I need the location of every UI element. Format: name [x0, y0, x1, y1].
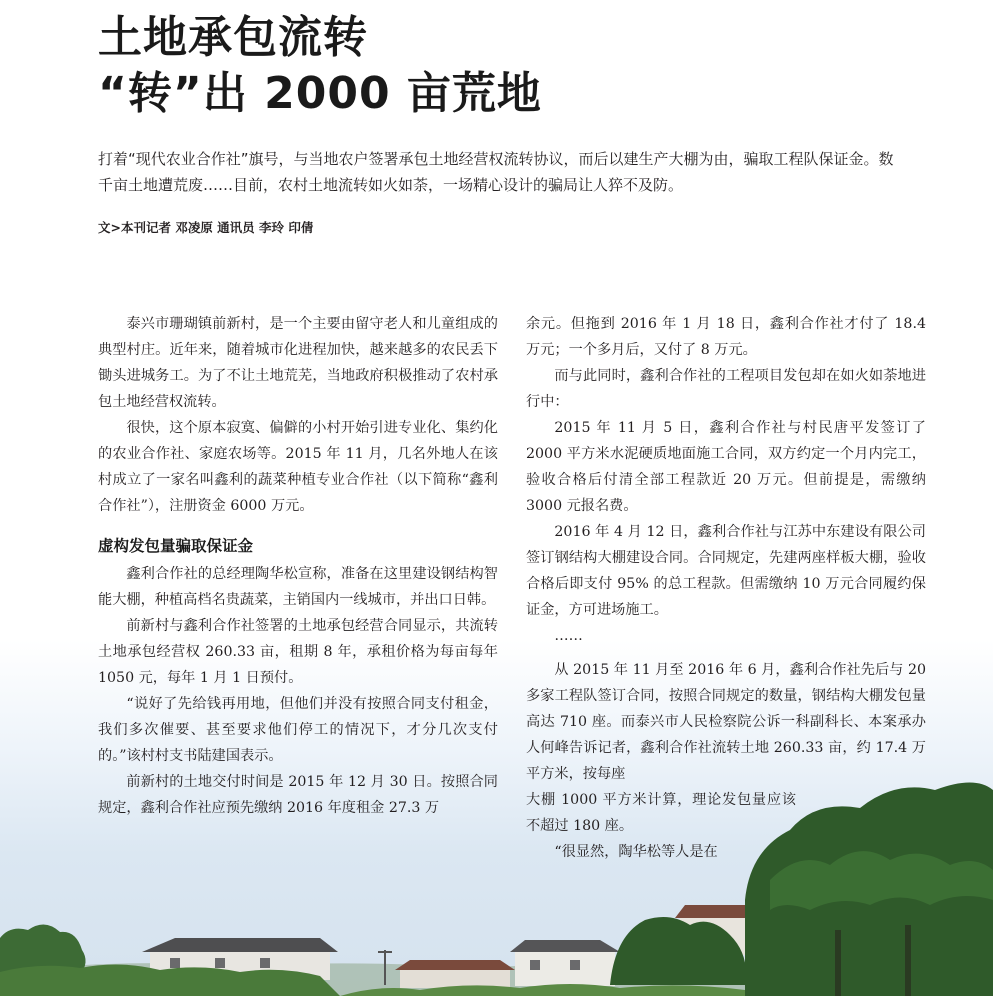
house-right: [510, 940, 620, 986]
left-paragraph-2: 很快，这个原本寂寞、偏僻的小村开始引进专业化、集约化的农业合作社、家庭农场等。2015 年 11 月，几名外地人在该村成立了一家名叫鑫利的蔬菜种植专业合作社（以下简称“鑫利合作社”），注册资金 6000 万元。: [98, 420, 498, 514]
left-paragraph-3: 鑫利合作社的总经理陶华松宣称，准备在这里建设钢结构智能大棚，种植高档名贵蔬菜，主销国内一线城市，并出口日韩。: [98, 566, 498, 608]
lead-paragraph: 打着“现代农业合作社”旗号，与当地农户签署承包土地经营权流转协议，而后以建生产大棚为由，骗取工程队保证金。数千亩土地遭荒废……目前，农村土地流转如火如荼，一场精心设计的骗局让人猝不及防。: [98, 150, 894, 194]
right-paragraph-6: 大棚 1000 平方米计算，理论发包量应该不超过 180 座。: [526, 792, 796, 834]
byline: 文>本刊记者 邓凌原 通讯员 李玲 印倩: [98, 220, 314, 235]
right-paragraph-1: 余元。但拖到 2016 年 1 月 18 日，鑫利合作社才付了 18.4 万元；一个多月后，又付了 8 万元。: [526, 316, 926, 358]
right-paragraph-7: “很显然，陶华松等人是在: [554, 844, 718, 860]
right-paragraph-5: 从 2015 年 11 月至 2016 年 6 月，鑫利合作社先后与 20 多家工程队签订合同，按照合同规定的数量，钢结构大棚发包量高达 710 座。而泰兴市人民检察院公诉一科副科长、本案承办人何峰告诉记者，鑫利合作社流转土地 260.33 亩，约 17.4 万平方米，按每座: [526, 662, 926, 782]
headline-line-2: “转”出 2000 亩荒地: [98, 68, 542, 119]
headline-line-1: 土地承包流转: [98, 12, 368, 63]
left-paragraph-6: 前新村的土地交付时间是 2015 年 12 月 30 日。按照合同规定，鑫利合作社应预先缴纳 2016 年度租金 27.3 万: [98, 774, 498, 816]
section-subheading: 虚构发包量骗取保证金: [98, 537, 254, 555]
right-paragraph-4: 2016 年 4 月 12 日，鑫利合作社与江苏中东建设有限公司签订钢结构大棚建设合同。合同规定，先建两座样板大棚，验收合格后即支付 95% 的总工程款。但需缴纳 10 万元合同履约保证金，方可进场施工。: [526, 524, 926, 618]
right-paragraph-2: 而与此同时，鑫利合作社的工程项目发包却在如火如荼地进行中：: [526, 368, 926, 410]
house-middle: [395, 960, 515, 988]
left-paragraph-5: “说好了先给钱再用地，但他们并没有按照合同支付租金，我们多次催要、甚至要求他们停工的情况下，才分几次支付的。”该村村支书陆建国表示。: [98, 696, 498, 764]
right-paragraph-3: 2015 年 11 月 5 日，鑫利合作社与村民唐平发签订了 2000 平方米水泥硬质地面施工合同，双方约定一个月内完工，验收合格后付清全部工程款近 20 万元。但前提是，需缴纳 3000 元报名费。: [526, 420, 926, 514]
left-column: [98, 311, 498, 821]
ellipsis: ……: [554, 628, 583, 644]
right-column: [526, 311, 926, 865]
left-paragraph-4: 前新村与鑫利合作社签署的土地承包经营合同显示，共流转土地承包经营权 260.33 亩，租期 8 年，承租价格为每亩每年 1050 元，每年 1 月 1 日预付。: [98, 618, 498, 686]
left-paragraph-1: 泰兴市珊瑚镇前新村，是一个主要由留守老人和儿童组成的典型村庄。近年来，随着城市化进程加快，越来越多的农民丢下锄头进城务工。为了不让土地荒芜，当地政府积极推动了农村承包土地经营权流转。: [98, 316, 498, 410]
